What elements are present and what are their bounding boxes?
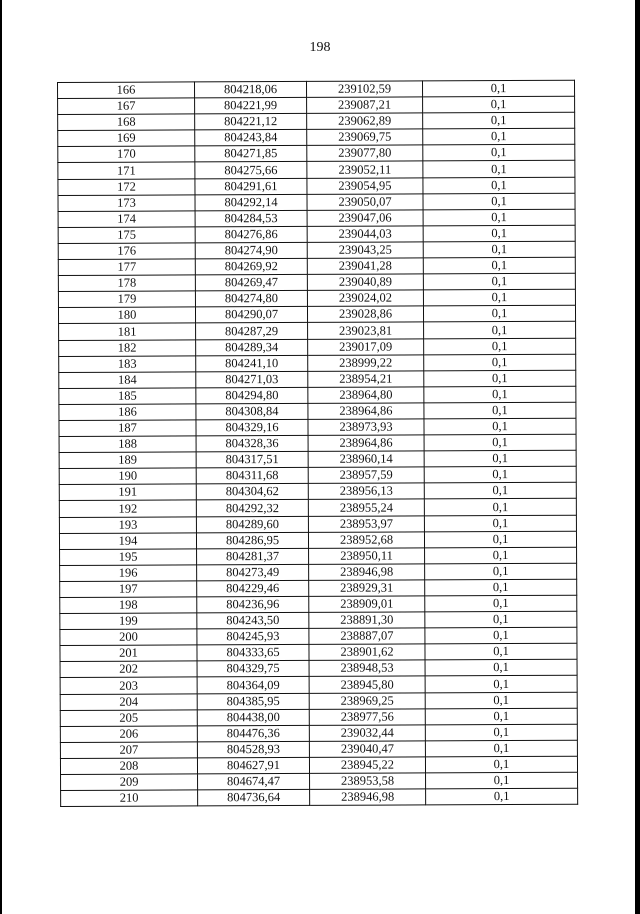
x-coordinate-cell: 804294,80 [196,387,308,404]
error-cell: 0,1 [424,402,576,419]
error-cell: 0,1 [423,257,575,274]
table-row [58,273,575,291]
point-number-cell: 183 [59,355,196,372]
x-coordinate-cell: 804528,93 [197,741,309,758]
error-cell: 0,1 [423,225,575,242]
y-coordinate-cell: 238950,11 [309,548,425,565]
table-row [58,177,575,195]
x-coordinate-cell: 804236,96 [197,596,309,613]
error-cell: 0,1 [425,724,577,741]
error-cell: 0,1 [423,273,575,290]
point-number-cell: 179 [58,291,195,308]
y-coordinate-cell: 238999,22 [308,354,424,371]
point-number-cell: 187 [59,420,196,437]
error-cell: 0,1 [425,756,577,773]
point-number-cell: 207 [60,742,197,759]
table-row [59,434,576,452]
table-row [60,676,577,694]
point-number-cell: 186 [59,404,196,421]
y-coordinate-cell: 238952,68 [308,532,424,549]
error-cell: 0,1 [424,370,576,387]
point-number-cell: 181 [59,323,196,340]
x-coordinate-cell: 804286,95 [196,532,308,549]
coordinates-table-body [58,80,578,806]
y-coordinate-cell: 239102,59 [306,81,422,98]
error-cell: 0,1 [425,692,577,709]
point-number-cell: 184 [59,372,196,389]
x-coordinate-cell: 804287,29 [196,323,308,340]
error-cell: 0,1 [425,595,577,612]
error-cell: 0,1 [424,386,576,403]
table-row [58,225,575,243]
error-cell: 0,1 [425,660,577,677]
point-number-cell: 193 [59,516,196,533]
point-number-cell: 208 [60,758,197,775]
error-cell: 0,1 [425,563,577,580]
error-cell: 0,1 [425,644,577,661]
point-number-cell: 202 [60,661,197,678]
y-coordinate-cell: 239087,21 [307,97,423,114]
x-coordinate-cell: 804385,95 [197,693,309,710]
y-coordinate-cell: 239054,95 [307,177,423,194]
y-coordinate-cell: 238901,62 [309,644,425,661]
point-number-cell: 182 [59,339,196,356]
error-cell: 0,1 [426,772,578,789]
scan-border-right [635,0,640,914]
y-coordinate-cell: 238964,86 [308,403,424,420]
y-coordinate-cell: 239062,89 [307,113,423,130]
y-coordinate-cell: 238977,56 [309,709,425,726]
point-number-cell: 200 [60,629,197,646]
y-coordinate-cell: 239043,25 [307,242,423,259]
table-row [58,112,575,130]
x-coordinate-cell: 804292,14 [195,194,307,211]
point-number-cell: 175 [58,227,195,244]
x-coordinate-cell: 804243,50 [197,613,309,630]
error-cell: 0,1 [423,161,575,178]
table-row [60,756,577,774]
table-row [59,483,576,501]
x-coordinate-cell: 804674,47 [198,773,310,790]
y-coordinate-cell: 238973,93 [308,419,424,436]
x-coordinate-cell: 804221,12 [195,114,307,131]
error-cell: 0,1 [424,483,576,500]
error-cell: 0,1 [425,740,577,757]
table-row [59,515,576,533]
x-coordinate-cell: 804229,46 [197,580,309,597]
y-coordinate-cell: 238964,86 [308,435,424,452]
y-coordinate-cell: 239041,28 [307,258,423,275]
y-coordinate-cell: 238956,13 [308,483,424,500]
x-coordinate-cell: 804269,47 [195,275,307,292]
x-coordinate-cell: 804273,49 [197,564,309,581]
error-cell: 0,1 [424,531,576,548]
y-coordinate-cell: 238964,80 [308,387,424,404]
y-coordinate-cell: 238953,58 [310,773,426,790]
page-number: 198 [309,40,331,55]
y-coordinate-cell: 238969,25 [309,692,425,709]
table-row [59,322,576,340]
table-row [59,418,576,436]
error-cell: 0,1 [424,466,576,483]
y-coordinate-cell: 239052,11 [307,161,423,178]
table-row [58,257,575,275]
point-number-cell: 206 [60,726,197,743]
y-coordinate-cell: 238948,53 [309,660,425,677]
table-row [59,466,576,484]
point-number-cell: 201 [60,645,197,662]
point-number-cell: 180 [58,307,195,324]
y-coordinate-cell: 238953,97 [308,515,424,532]
x-coordinate-cell: 804221,99 [195,98,307,115]
point-number-cell: 176 [58,243,195,260]
table-row [61,772,578,790]
error-cell: 0,1 [423,193,575,210]
point-number-cell: 170 [58,146,195,163]
y-coordinate-cell: 238954,21 [308,371,424,388]
table-row [59,499,576,517]
point-number-cell: 174 [58,211,195,228]
table-row [60,692,577,710]
table-row [59,386,576,404]
table-row [60,708,577,726]
point-number-cell: 185 [59,388,196,405]
error-cell: 0,1 [423,145,575,162]
x-coordinate-cell: 804271,03 [196,371,308,388]
point-number-cell: 192 [59,500,196,517]
table-row [58,209,575,227]
error-cell: 0,1 [423,177,575,194]
point-number-cell: 197 [60,581,197,598]
table-row [60,660,577,678]
x-coordinate-cell: 804333,65 [197,645,309,662]
x-coordinate-cell: 804289,34 [196,339,308,356]
table-row [58,129,575,147]
table-row [58,96,575,114]
table-row [60,579,577,597]
error-cell: 0,1 [422,80,574,97]
error-cell: 0,1 [423,289,575,306]
x-coordinate-cell: 804245,93 [197,629,309,646]
x-coordinate-cell: 804275,66 [195,162,307,179]
y-coordinate-cell: 239077,80 [307,145,423,162]
scan-border-left [0,0,2,914]
y-coordinate-cell: 238891,30 [309,612,425,629]
point-number-cell: 190 [59,468,196,485]
error-cell: 0,1 [424,354,576,371]
table-row [60,563,577,581]
table-row [58,145,575,163]
x-coordinate-cell: 804308,84 [196,403,308,420]
x-coordinate-cell: 804243,84 [195,130,307,147]
point-number-cell: 210 [61,790,198,807]
point-number-cell: 173 [58,195,195,212]
table-row [60,740,577,758]
y-coordinate-cell: 238929,31 [309,580,425,597]
point-number-cell: 169 [58,130,195,147]
error-cell: 0,1 [425,611,577,628]
x-coordinate-cell: 804328,36 [196,435,308,452]
table-row [58,193,575,211]
x-coordinate-cell: 804317,51 [196,452,308,469]
point-number-cell: 172 [58,178,195,195]
error-cell: 0,1 [423,241,575,258]
error-cell: 0,1 [423,96,575,113]
y-coordinate-cell: 238946,98 [309,564,425,581]
y-coordinate-cell: 238955,24 [308,499,424,516]
point-number-cell: 166 [58,82,195,99]
table-row [58,241,575,259]
point-number-cell: 188 [59,436,196,453]
y-coordinate-cell: 238946,98 [310,789,426,806]
y-coordinate-cell: 238945,80 [309,676,425,693]
x-coordinate-cell: 804438,00 [197,709,309,726]
error-cell: 0,1 [423,129,575,146]
table-row [59,338,576,356]
error-cell: 0,1 [424,338,576,355]
table-row [59,531,576,549]
y-coordinate-cell: 239032,44 [309,725,425,742]
x-coordinate-cell: 804284,53 [195,210,307,227]
y-coordinate-cell: 238945,22 [309,757,425,774]
x-coordinate-cell: 804290,07 [195,307,307,324]
y-coordinate-cell: 238960,14 [308,451,424,468]
y-coordinate-cell: 238887,07 [309,628,425,645]
coordinates-table [57,80,578,807]
y-coordinate-cell: 239047,06 [307,210,423,227]
point-number-cell: 167 [58,98,195,115]
x-coordinate-cell: 804241,10 [196,355,308,372]
x-coordinate-cell: 804274,80 [195,291,307,308]
point-number-cell: 177 [58,259,195,276]
table-row [58,289,575,307]
x-coordinate-cell: 804627,91 [197,757,309,774]
point-number-cell: 198 [60,597,197,614]
point-number-cell: 209 [61,774,198,791]
table-row [60,644,577,662]
table-row [60,547,577,565]
y-coordinate-cell: 239050,07 [307,194,423,211]
y-coordinate-cell: 239040,89 [307,274,423,291]
point-number-cell: 191 [59,484,196,501]
point-number-cell: 199 [60,613,197,630]
error-cell: 0,1 [425,627,577,644]
error-cell: 0,1 [424,515,576,532]
y-coordinate-cell: 239069,75 [307,129,423,146]
error-cell: 0,1 [425,579,577,596]
table-row [59,450,576,468]
point-number-cell: 178 [58,275,195,292]
x-coordinate-cell: 804291,61 [195,178,307,195]
y-coordinate-cell: 239024,02 [307,290,423,307]
error-cell: 0,1 [426,788,578,805]
point-number-cell: 205 [60,710,197,727]
table-row [61,788,578,806]
point-number-cell: 195 [60,549,197,566]
x-coordinate-cell: 804274,90 [195,242,307,259]
y-coordinate-cell: 239023,81 [308,322,424,339]
table-row [59,370,576,388]
table-row [58,306,575,324]
x-coordinate-cell: 804329,75 [197,661,309,678]
x-coordinate-cell: 804271,85 [195,146,307,163]
point-number-cell: 168 [58,114,195,131]
coordinates-table-container [57,80,577,807]
point-number-cell: 189 [59,452,196,469]
x-coordinate-cell: 804292,32 [196,500,308,517]
y-coordinate-cell: 238957,59 [308,467,424,484]
table-row [60,611,577,629]
error-cell: 0,1 [424,450,576,467]
y-coordinate-cell: 239040,47 [309,741,425,758]
table-row [60,627,577,645]
error-cell: 0,1 [425,547,577,564]
error-cell: 0,1 [423,112,575,129]
y-coordinate-cell: 239044,03 [307,226,423,243]
point-number-cell: 171 [58,162,195,179]
point-number-cell: 204 [60,693,197,710]
x-coordinate-cell: 804281,37 [197,548,309,565]
error-cell: 0,1 [424,418,576,435]
x-coordinate-cell: 804311,68 [196,468,308,485]
table-row [58,161,575,179]
error-cell: 0,1 [423,306,575,323]
table-row [60,595,577,613]
x-coordinate-cell: 804476,36 [197,725,309,742]
x-coordinate-cell: 804364,09 [197,677,309,694]
y-coordinate-cell: 239017,09 [308,338,424,355]
x-coordinate-cell: 804329,16 [196,419,308,436]
table-row [59,402,576,420]
y-coordinate-cell: 238909,01 [309,596,425,613]
table-row [59,354,576,372]
x-coordinate-cell: 804218,06 [195,81,307,98]
x-coordinate-cell: 804276,86 [195,226,307,243]
error-cell: 0,1 [425,676,577,693]
y-coordinate-cell: 239028,86 [307,306,423,323]
x-coordinate-cell: 804736,64 [198,790,310,807]
error-cell: 0,1 [424,434,576,451]
error-cell: 0,1 [424,499,576,516]
table-row [58,80,575,98]
point-number-cell: 196 [60,565,197,582]
x-coordinate-cell: 804304,62 [196,484,308,501]
table-row [60,724,577,742]
error-cell: 0,1 [424,322,576,339]
point-number-cell: 203 [60,677,197,694]
error-cell: 0,1 [423,209,575,226]
x-coordinate-cell: 804289,60 [196,516,308,533]
error-cell: 0,1 [425,708,577,725]
x-coordinate-cell: 804269,92 [195,258,307,275]
point-number-cell: 194 [59,533,196,550]
